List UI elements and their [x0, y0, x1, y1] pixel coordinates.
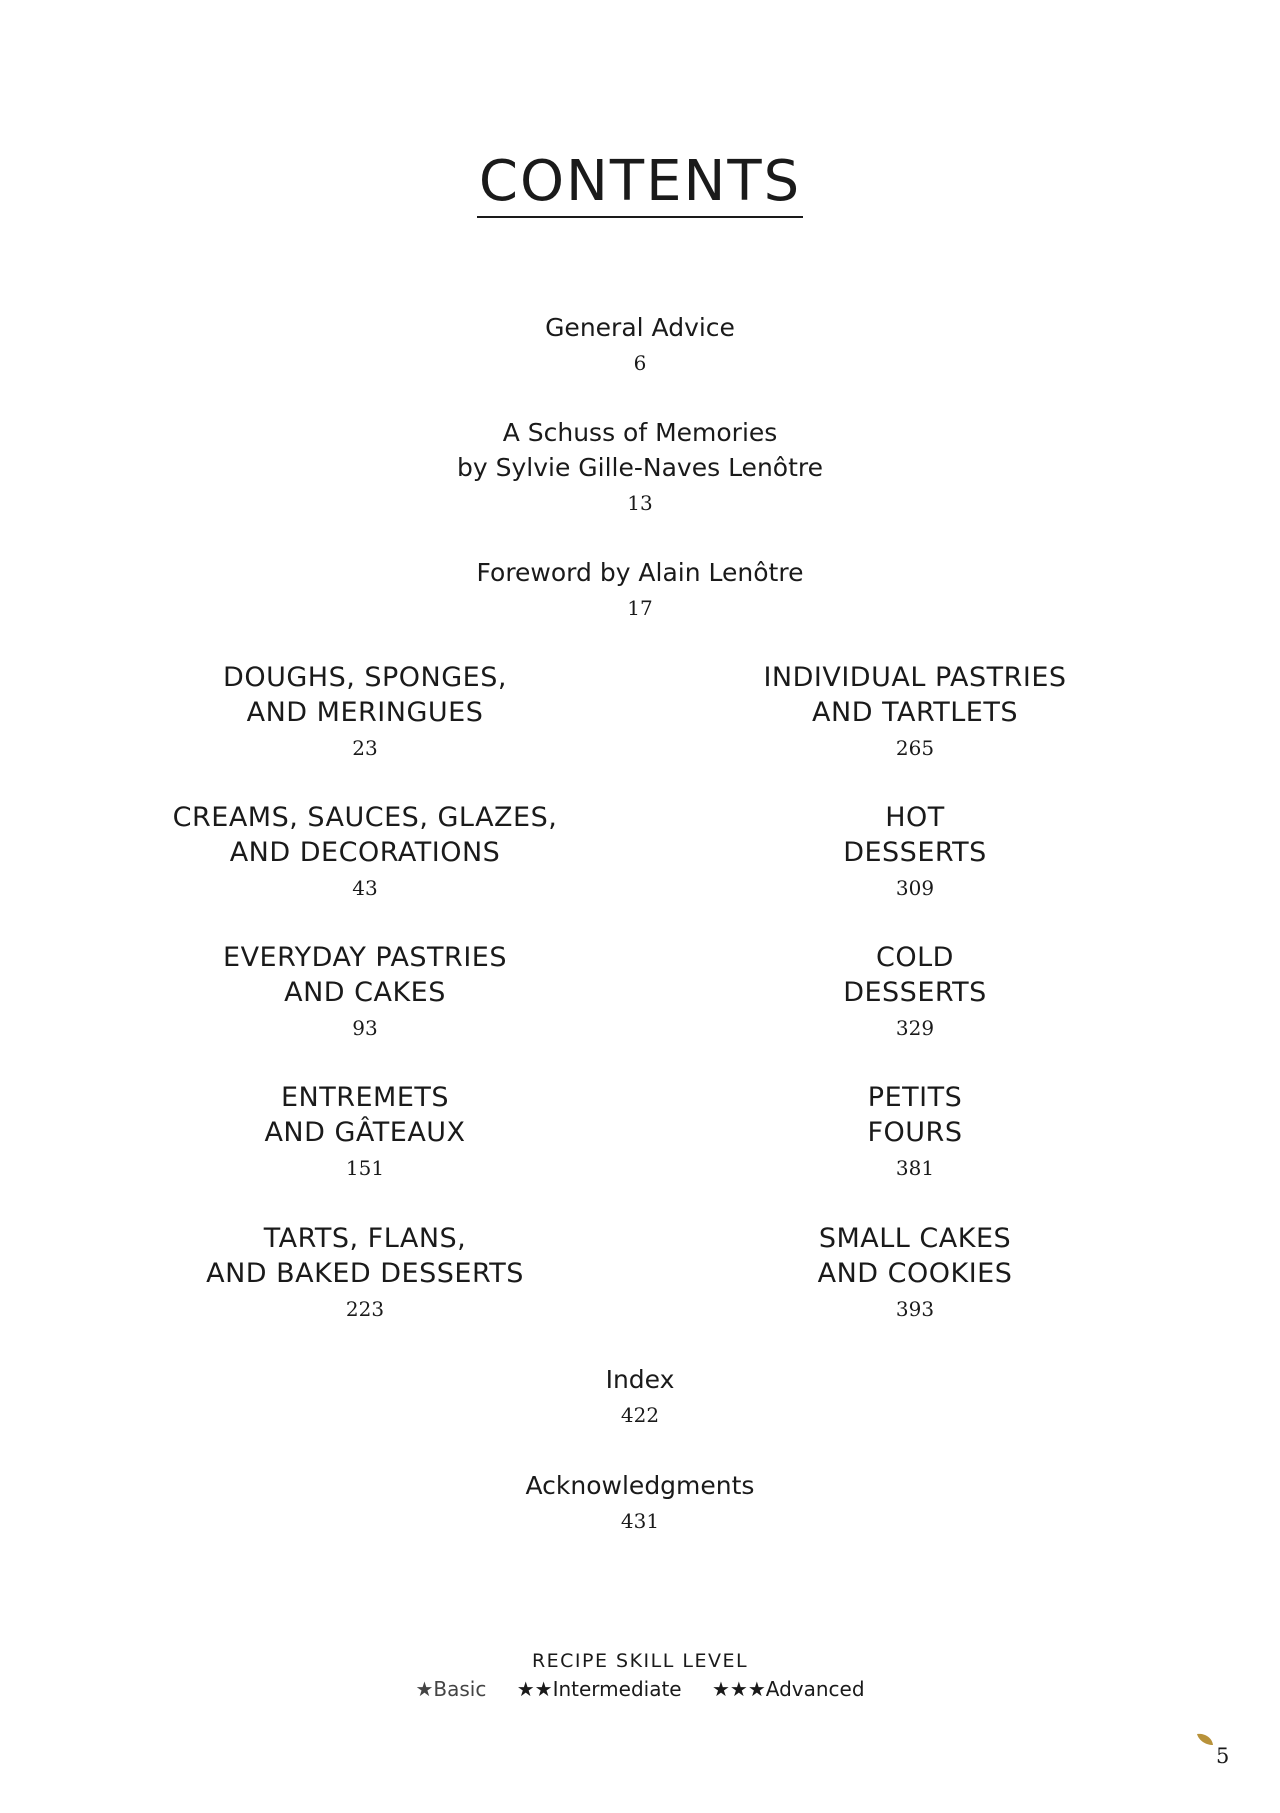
toc-chapter-creams[interactable] [140, 800, 590, 902]
skill-advanced: ★★★Advanced [711, 1677, 865, 1701]
skill-level-heading: RECIPE SKILL LEVEL [531, 1650, 749, 1672]
chapter-title-line: FOURS [867, 1117, 963, 1148]
toc-chapter-entremets[interactable] [140, 1080, 590, 1182]
chapter-page: 23 [352, 736, 378, 760]
chapter-page: 93 [352, 1016, 378, 1040]
toc-entry-general-advice[interactable] [0, 310, 1280, 377]
page-number: 5 [1216, 1744, 1230, 1768]
chapter-title-line: INDIVIDUAL PASTRIES [763, 662, 1067, 693]
toc-entry-title: General Advice [545, 313, 735, 342]
skill-basic: ★Basic [415, 1677, 487, 1701]
toc-chapter-everyday-pastries[interactable] [140, 940, 590, 1042]
toc-entry-page: 422 [620, 1403, 660, 1427]
chapter-page: 393 [895, 1297, 935, 1321]
toc-entry-title: Acknowledgments [525, 1471, 755, 1500]
toc-chapter-cold-desserts[interactable] [690, 940, 1140, 1042]
chapter-page: 43 [352, 876, 378, 900]
toc-chapter-doughs[interactable] [140, 660, 590, 762]
toc-entry-schuss-of-memories[interactable] [0, 415, 1280, 517]
toc-chapter-tarts[interactable] [140, 1221, 590, 1323]
toc-entry-page: 17 [627, 596, 653, 620]
chapter-title-line: TARTS, FLANS, [263, 1223, 467, 1254]
leaf-icon [1196, 1733, 1214, 1746]
chapter-title-line: DESSERTS [843, 837, 987, 868]
chapter-title-line: PETITS [867, 1082, 963, 1113]
chapter-title-line: DESSERTS [843, 977, 987, 1008]
toc-entry-page: 6 [633, 351, 647, 375]
page-title-wrap [0, 150, 1280, 218]
chapter-title-line: AND COOKIES [817, 1258, 1013, 1289]
chapter-title-line: ENTREMETS [280, 1082, 450, 1113]
chapter-title-line: AND MERINGUES [246, 697, 484, 728]
toc-chapter-petits-fours[interactable] [690, 1080, 1140, 1182]
toc-entry-title-line: by Sylvie Gille-Naves Lenôtre [457, 453, 823, 482]
chapter-page: 309 [895, 876, 935, 900]
chapter-title-line: AND CAKES [284, 977, 446, 1008]
chapter-title-line: SMALL CAKES [818, 1223, 1012, 1254]
chapter-title-line: AND BAKED DESSERTS [206, 1258, 524, 1289]
chapter-title-line: HOT [885, 802, 945, 833]
toc-entry-page: 431 [620, 1509, 660, 1533]
chapter-title-line: COLD [876, 942, 954, 973]
toc-entry-title-line: A Schuss of Memories [502, 418, 778, 447]
chapter-page: 265 [895, 736, 935, 760]
chapter-title-line: AND DECORATIONS [229, 837, 501, 868]
page-title: CONTENTS [477, 150, 803, 218]
chapter-title-line: AND GÂTEAUX [264, 1117, 466, 1148]
toc-chapter-individual-pastries[interactable] [690, 660, 1140, 762]
toc-entry-title: Index [605, 1365, 675, 1394]
toc-entry-foreword[interactable] [0, 555, 1280, 622]
chapter-title-line: AND TARTLETS [812, 697, 1018, 728]
toc-chapter-hot-desserts[interactable] [690, 800, 1140, 902]
skill-intermediate: ★★Intermediate [516, 1677, 682, 1701]
chapter-title-line: EVERYDAY PASTRIES [223, 942, 507, 973]
chapter-page: 329 [895, 1016, 935, 1040]
chapter-title-line: CREAMS, SAUCES, GLAZES, [172, 802, 558, 833]
toc-entry-title: Foreword by Alain Lenôtre [476, 558, 804, 587]
chapter-page: 381 [895, 1156, 935, 1180]
skill-level-list [0, 1674, 1280, 1704]
toc-entry-index[interactable] [0, 1362, 1280, 1429]
chapter-page: 151 [345, 1156, 385, 1180]
toc-entry-acknowledgments[interactable] [0, 1468, 1280, 1535]
toc-chapter-small-cakes[interactable] [690, 1221, 1140, 1323]
toc-entry-page: 13 [627, 491, 653, 515]
chapter-title-line: DOUGHS, SPONGES, [223, 662, 507, 693]
chapter-page: 223 [345, 1297, 385, 1321]
skill-level-legend [0, 1648, 1280, 1704]
